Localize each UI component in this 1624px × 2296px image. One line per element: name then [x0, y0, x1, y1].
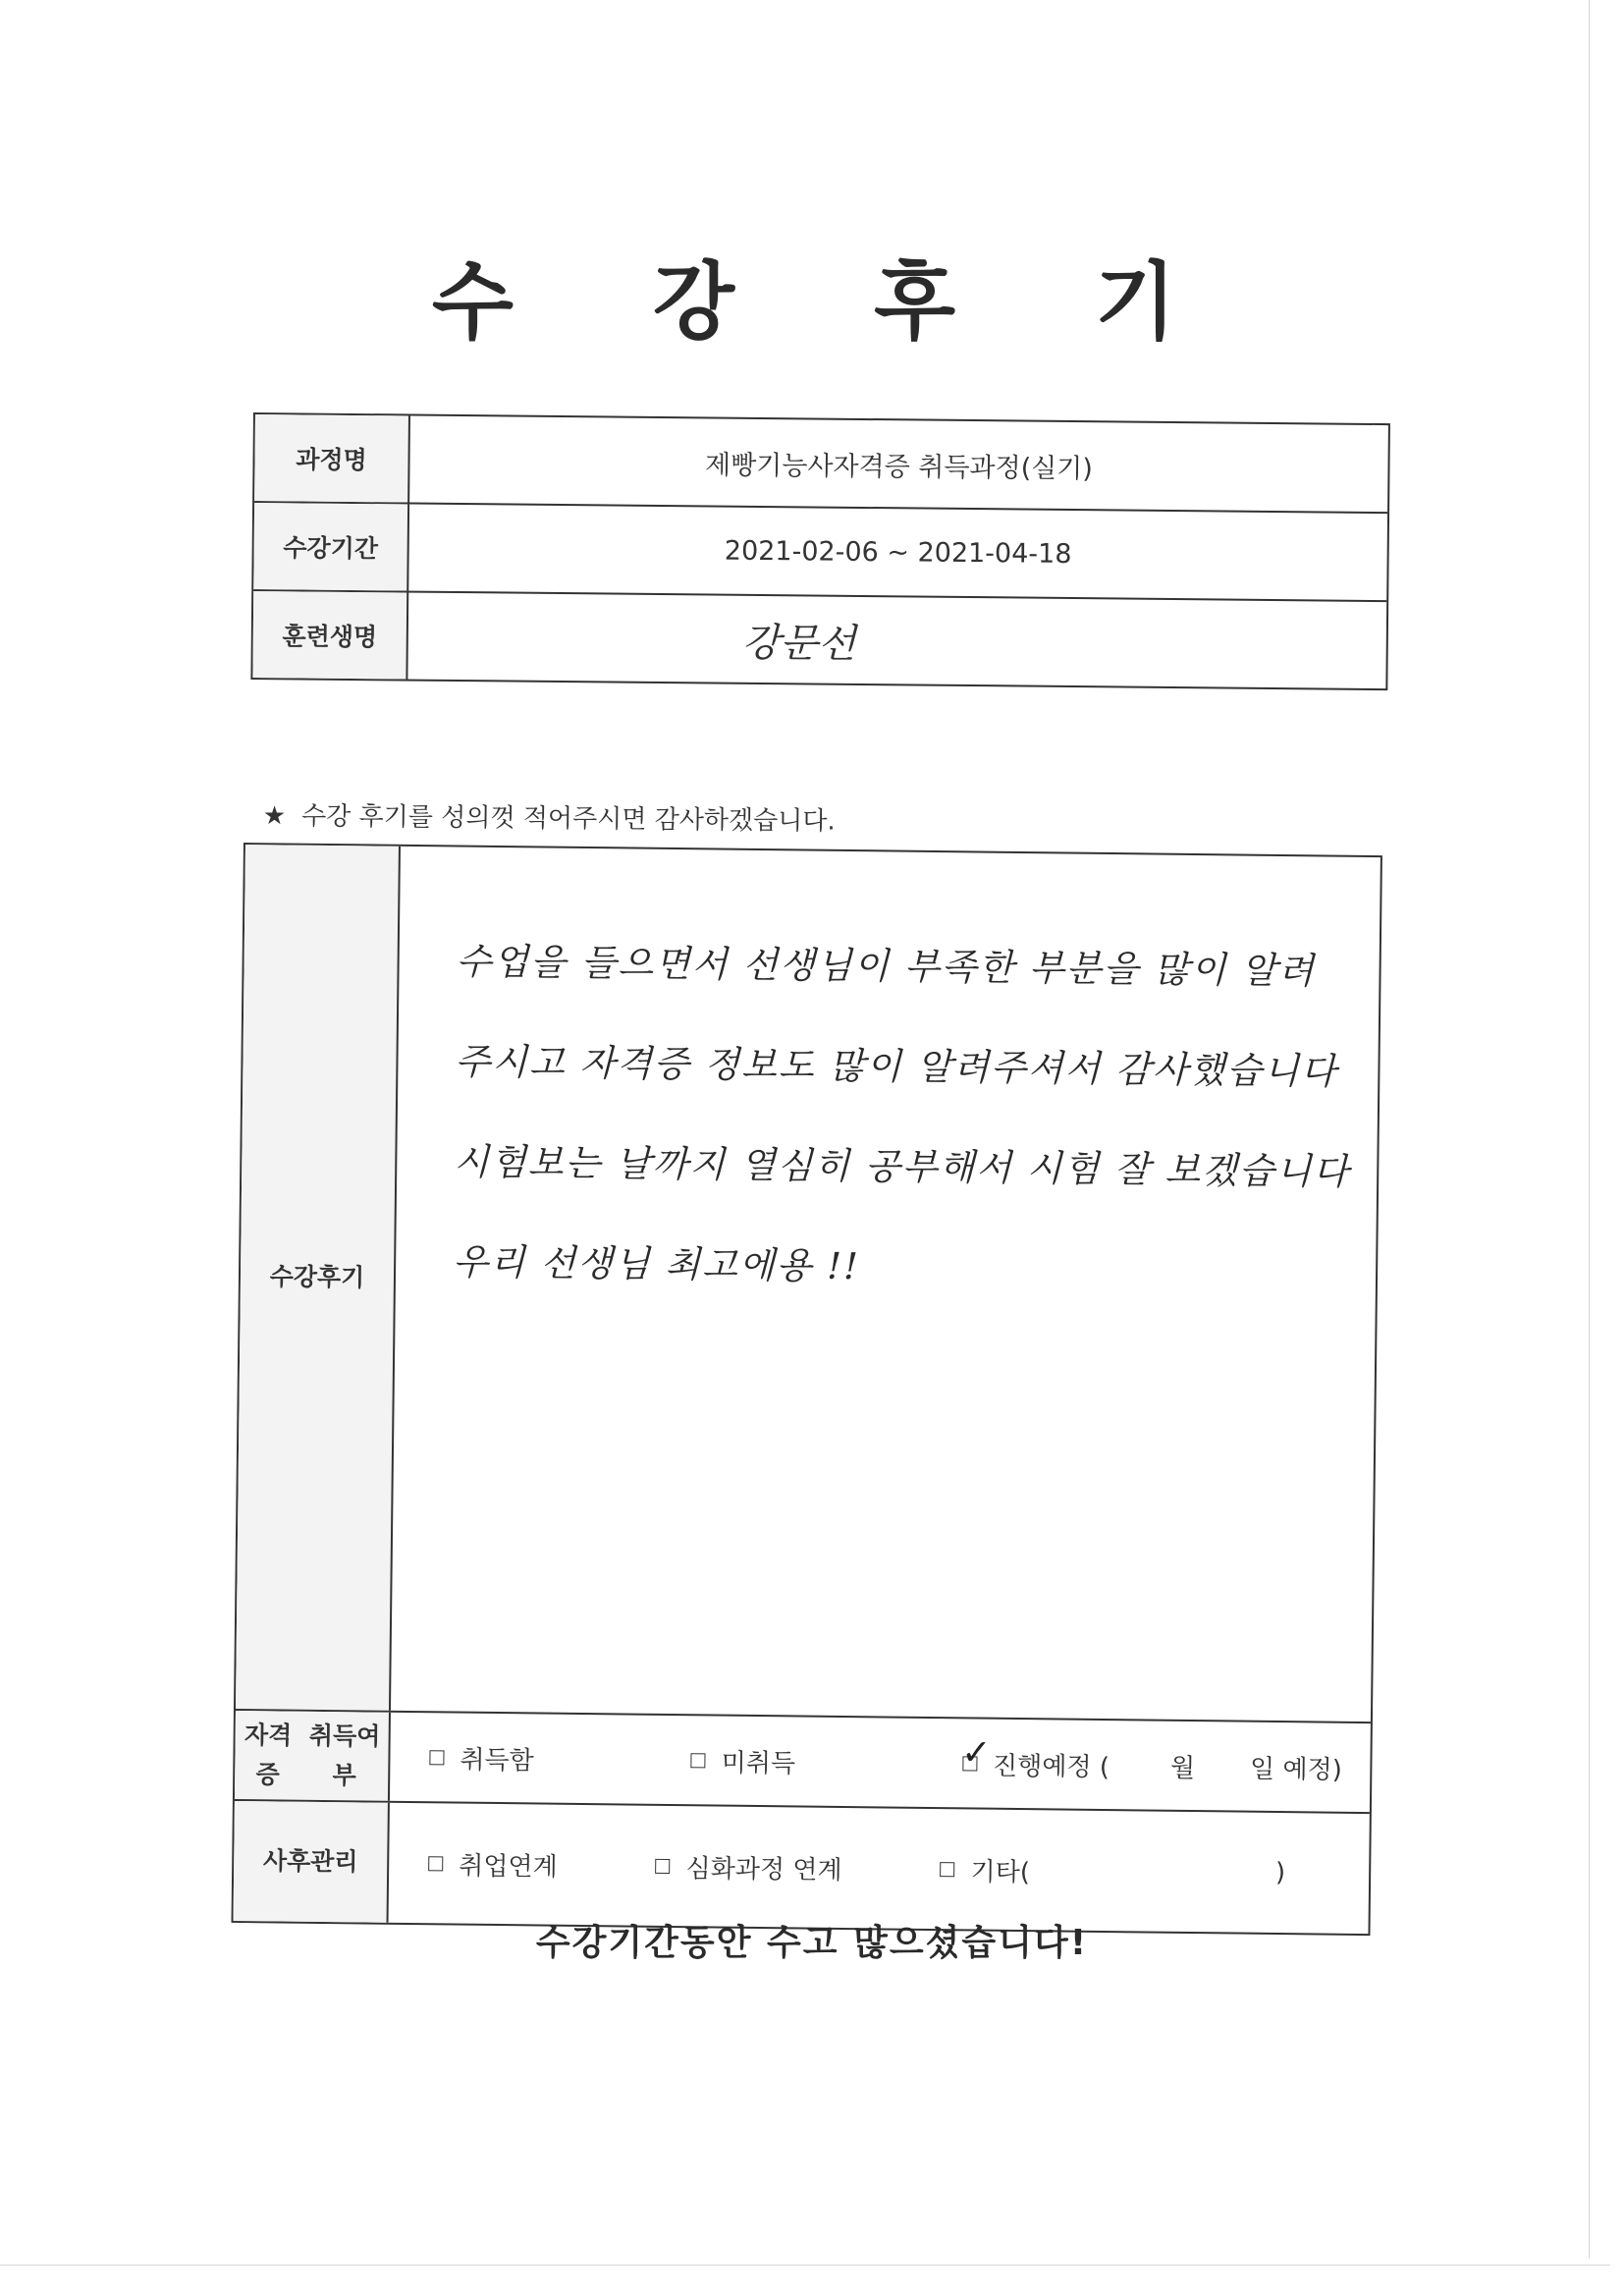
option-other[interactable]: [940, 1851, 1285, 1891]
trainee-name-handwritten: 강문선: [741, 620, 856, 667]
checkmark-icon: ✓: [961, 1731, 992, 1774]
certificate-row: [235, 1709, 1371, 1812]
checkbox-in-progress-checked[interactable]: [961, 1731, 992, 1774]
option-advanced-course-label: 심화과정 연계: [685, 1853, 842, 1886]
review-line: 시험보는 날까지 열심히 공부해서 시험 잘 보겠습니다: [454, 1140, 1351, 1193]
option-not-acquired[interactable]: [691, 1742, 796, 1779]
review-table: [232, 843, 1382, 1936]
notice-text: 수강 후기를 성의껏 적어주시면 감사하겠습니다.: [300, 801, 836, 837]
month-label: 월: [1169, 1753, 1196, 1783]
star-icon: ★: [262, 800, 287, 832]
course-label: 과정명: [254, 414, 410, 503]
checkbox-other[interactable]: [941, 1862, 955, 1877]
option-job-link-label: 취업연계: [459, 1851, 558, 1883]
certificate-label: [235, 1711, 391, 1801]
option-acquired[interactable]: [429, 1739, 534, 1777]
course-info-table: [250, 412, 1390, 690]
trainee-row: [252, 589, 1386, 688]
review-line: 주시고 자격증 정보도 많이 알려주셔서 감사했습니다: [455, 1040, 1338, 1093]
option-in-progress-label: 진행예정 (: [992, 1751, 1110, 1782]
scan-edge-bottom: [0, 2265, 1610, 2266]
course-value: 제빵기능사자격증 취득과정(실기): [704, 449, 1094, 484]
course-row: [254, 414, 1388, 512]
option-advanced-course[interactable]: [655, 1847, 841, 1886]
document-title: 수 강 후 기: [431, 253, 1232, 352]
aftercare-label: 사후관리: [234, 1801, 390, 1923]
day-scheduled-label: 일 예정): [1249, 1754, 1343, 1785]
checkbox-acquired[interactable]: [429, 1750, 444, 1765]
option-in-progress[interactable]: [961, 1731, 1343, 1785]
closing-message: 수강기간동안 수고 많으셨습니다!: [535, 1923, 1089, 1963]
notice: [263, 795, 836, 838]
certificate-options: [390, 1713, 1371, 1812]
checkbox-not-acquired[interactable]: [691, 1753, 706, 1768]
review-label: 수강후기: [236, 845, 401, 1711]
option-job-link[interactable]: [428, 1845, 558, 1883]
review-row: [236, 845, 1380, 1722]
option-not-acquired-label: 미취득: [721, 1748, 796, 1778]
review-line: 우리 선생님 최고에용 !!: [452, 1240, 861, 1288]
review-handwriting: [396, 847, 1380, 1323]
trainee-label: 훈련생명: [252, 591, 408, 680]
period-row: [253, 501, 1387, 600]
option-other-label: 기타(: [970, 1856, 1031, 1887]
option-other-close: ): [1274, 1857, 1286, 1888]
certificate-label-line1: 자격증: [244, 1721, 293, 1789]
certificate-label-line2: 취득여부: [308, 1721, 381, 1790]
period-label: 수강기간: [253, 503, 409, 591]
aftercare-row: [234, 1799, 1370, 1934]
checkbox-job-link[interactable]: [428, 1856, 443, 1871]
review-body: [391, 847, 1380, 1722]
checkbox-advanced-course[interactable]: [656, 1858, 671, 1873]
review-line: 수업을 들으면서 선생님이 부족한 부분을 많이 알려: [456, 940, 1316, 993]
period-value: 2021-02-06 ~ 2021-04-18: [724, 535, 1072, 570]
option-acquired-label: 취득함: [460, 1745, 534, 1776]
